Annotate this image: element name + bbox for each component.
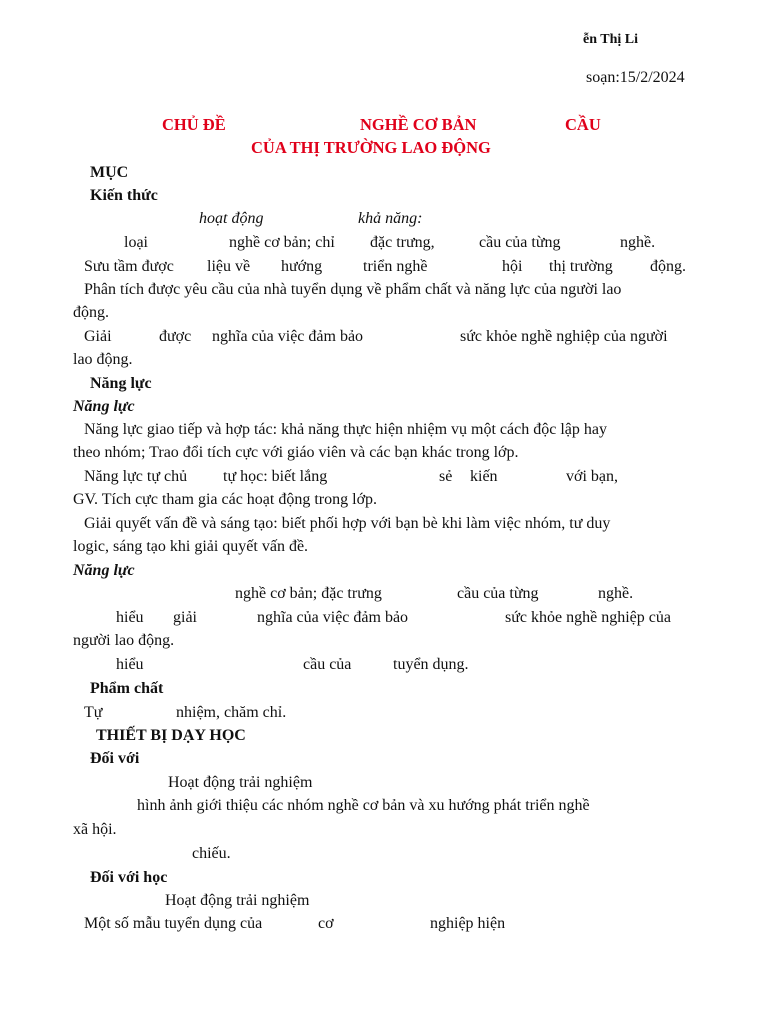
text-line: nghề cơ bản; đặc trưng — [235, 585, 382, 602]
text-line: Giải — [84, 328, 112, 345]
heading-knowledge: Kiến thức — [90, 187, 158, 204]
text-line: hiểu — [116, 609, 144, 626]
text-line: cơ — [318, 915, 334, 932]
lesson-date: soạn:15/2/2024 — [586, 69, 685, 86]
text-line: triển nghề — [363, 258, 428, 275]
text-line: Năng lực tự chủ — [84, 468, 188, 485]
text-line: cầu của từng — [457, 585, 539, 602]
text-line: thị trường — [549, 258, 613, 275]
text-line: nhiệm, chăm chỉ. — [176, 704, 287, 721]
heading-general-competence: Năng lực — [73, 398, 135, 415]
text-line: sẻ — [439, 468, 453, 485]
text-line: nghĩa của việc đảm bảo — [257, 609, 409, 626]
text-line: sức khỏe nghề nghiệp của người — [460, 328, 668, 345]
text-line: Sưu tầm được — [84, 258, 174, 275]
text-line: tuyển dụng. — [393, 656, 469, 673]
text-line: xã hội. — [73, 821, 117, 838]
text-line: nghiệp hiện — [430, 915, 506, 932]
text-line: loại — [124, 234, 148, 251]
text-line: Năng lực giao tiếp và hợp tác: khả năng thực hiện nhiệm vụ một cách độc lập hay — [84, 421, 607, 438]
text-line: động. — [73, 304, 109, 321]
text-line: chiếu. — [192, 845, 231, 862]
text-line: nghĩa của việc đảm bảo — [212, 328, 364, 345]
text-line: được — [159, 328, 192, 345]
text-line: Giải quyết vấn đề và sáng tạo: biết phối hợp với bạn bè khi làm việc nhóm, tư duy — [84, 515, 611, 532]
title-demand: CẦU — [565, 115, 601, 134]
text-line: theo nhóm; Trao đổi tích cực với giáo viên và các bạn khác trong lớp. — [73, 444, 519, 461]
text-line: hội — [502, 258, 523, 275]
heading-competence: Năng lực — [90, 375, 152, 392]
text-line: hiểu — [116, 656, 144, 673]
author-name: ễn Thị Li — [583, 32, 638, 47]
text-line: động. — [650, 258, 686, 275]
text-line: khả năng: — [358, 210, 423, 227]
text-line: hình ảnh giới thiệu các nhóm nghề cơ bản và xu hướng phát triển nghề — [137, 797, 590, 814]
text-line: cầu của từng — [479, 234, 561, 251]
text-line: với bạn, — [566, 468, 619, 485]
text-line: kiến — [470, 468, 498, 485]
text-line: Hoạt động trải nghiệm — [168, 774, 313, 791]
text-line: nghề. — [620, 234, 656, 251]
text-line: GV. Tích cực tham gia các hoạt động trong lớp. — [73, 491, 378, 508]
text-line: Phân tích được yêu cầu của nhà tuyển dụng về phẩm chất và năng lực của người lao — [84, 281, 622, 298]
heading-for-student: Đối với học — [90, 869, 168, 886]
text-line: nghề. — [598, 585, 634, 602]
section-teaching-equipment: THIẾT BỊ DẠY HỌC — [96, 727, 246, 744]
text-line: đặc trưng, — [370, 234, 435, 251]
text-line: hoạt động — [199, 210, 264, 227]
title-topic: CHỦ ĐỀ — [162, 115, 226, 134]
text-line: liệu về — [207, 258, 251, 275]
text-line: Một số mẫu tuyển dụng của — [84, 915, 263, 932]
text-line: lao động. — [73, 351, 133, 368]
text-line: Hoạt động trải nghiệm — [165, 892, 310, 909]
section-objectives: MỤC — [90, 164, 129, 181]
text-line: sức khỏe nghề nghiệp của — [505, 609, 671, 626]
title-basic-jobs: NGHỀ CƠ BẢN — [360, 115, 477, 134]
text-line: hướng — [281, 258, 323, 275]
text-line: tự học: biết lắng — [223, 468, 328, 485]
title-labor-market: CỦA THỊ TRƯỜNG LAO ĐỘNG — [251, 138, 491, 157]
text-line: nghề cơ bản; chỉ — [229, 234, 335, 251]
text-line: giải — [173, 609, 197, 626]
text-line: người lao động. — [73, 632, 175, 649]
text-line: logic, sáng tạo khi giải quyết vấn đề. — [73, 538, 309, 555]
heading-specific-competence: Năng lực — [73, 562, 135, 579]
heading-qualities: Phẩm chất — [90, 680, 164, 697]
heading-for-teacher: Đối với — [90, 750, 140, 767]
text-line: Tự — [84, 704, 103, 721]
text-line: cầu của — [303, 656, 352, 673]
